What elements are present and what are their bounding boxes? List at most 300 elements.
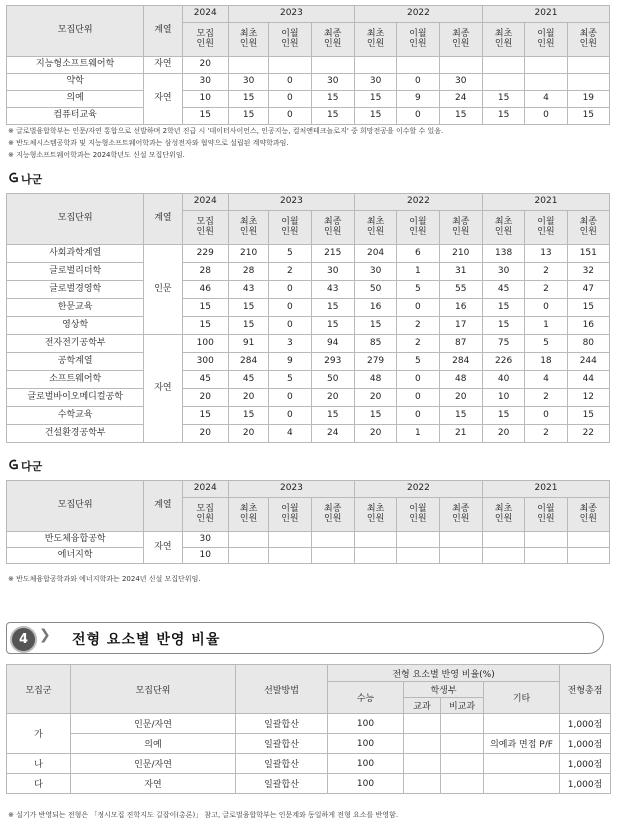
table-row (7, 548, 610, 564)
cell-value: 0 (269, 281, 311, 299)
header-2021: 2021 (482, 481, 609, 498)
cell-value: 0 (269, 389, 311, 407)
cell-value: 48 (439, 371, 482, 389)
cell-value: 28 (228, 263, 268, 281)
cell-value: 45 (182, 371, 228, 389)
cell-value (525, 74, 567, 91)
header-recruit: 모집 인원 (182, 23, 228, 57)
table-row (7, 335, 610, 353)
cell-value: 94 (311, 335, 354, 353)
w-cell-suneung: 100 (328, 714, 404, 734)
cell-value: 0 (397, 407, 439, 425)
cell-value (482, 74, 524, 91)
cell-value: 30 (228, 74, 268, 91)
header-initial: 최초 인원 (482, 211, 524, 245)
cell-track: 자연 (144, 532, 182, 564)
w-cell-nonsubject (441, 774, 484, 794)
cell-value: 32 (567, 263, 609, 281)
header-initial: 최초 인원 (354, 23, 396, 57)
cell-value: 4 (269, 425, 311, 443)
cell-value (354, 532, 396, 548)
cell-value: 3 (269, 335, 311, 353)
header-carry: 이월 인원 (397, 23, 439, 57)
table-row (7, 532, 610, 548)
header-final: 최종 인원 (311, 23, 354, 57)
w-cell-group: 나 (7, 754, 71, 774)
cell-value: 46 (182, 281, 228, 299)
cell-value: 15 (311, 299, 354, 317)
cell-value: 15 (228, 91, 268, 108)
header-initial: 최초 인원 (482, 23, 524, 57)
cell-value: 15 (482, 407, 524, 425)
cell-value: 15 (182, 299, 228, 317)
cell-track: 자연 (144, 335, 182, 443)
table-row (7, 263, 610, 281)
cell-unit: 수학교육 (7, 407, 144, 425)
cell-value: 15 (228, 299, 268, 317)
table-row (7, 57, 610, 74)
cell-value: 204 (354, 245, 396, 263)
cell-value: 15 (567, 407, 609, 425)
cell-unit: 지능형소프트웨어학 (7, 57, 144, 74)
section-number-badge: 4 (10, 626, 37, 653)
cell-value: 1 (525, 317, 567, 335)
header-final: 최종 인원 (439, 211, 482, 245)
cell-value: 19 (567, 91, 609, 108)
cell-value: 20 (354, 425, 396, 443)
cell-value: 210 (439, 245, 482, 263)
cell-unit: 한문교육 (7, 299, 144, 317)
cell-value: 284 (228, 353, 268, 371)
header-2022: 2022 (354, 6, 482, 23)
w-cell-suneung: 100 (328, 754, 404, 774)
cell-value: 2 (525, 425, 567, 443)
w-cell-other (484, 714, 560, 734)
cell-value: 30 (182, 74, 228, 91)
w-header-method: 선발방법 (236, 665, 328, 714)
w-cell-suneung: 100 (328, 774, 404, 794)
cell-value (567, 532, 609, 548)
header-final: 최종 인원 (311, 211, 354, 245)
cell-value (311, 548, 354, 564)
cell-value: 210 (228, 245, 268, 263)
cell-unit: 글로벌바이오메디컬공학 (7, 389, 144, 407)
w-cell-other (484, 774, 560, 794)
cell-value: 5 (269, 245, 311, 263)
cell-unit: 반도체융합공학 (7, 532, 144, 548)
cell-unit: 전자전기공학부 (7, 335, 144, 353)
w-cell-nonsubject (441, 734, 484, 754)
cell-value: 43 (228, 281, 268, 299)
cell-value: 48 (354, 371, 396, 389)
header-track: 계열 (144, 6, 182, 57)
cell-value: 1 (397, 425, 439, 443)
cell-unit: 공학계열 (7, 353, 144, 371)
cell-value (228, 532, 268, 548)
header-recruit: 모집 인원 (182, 498, 228, 532)
cell-value: 85 (354, 335, 396, 353)
header-track: 계열 (144, 481, 182, 532)
w-cell-method: 일괄합산 (236, 734, 328, 754)
cell-value: 17 (439, 317, 482, 335)
cell-value (567, 57, 609, 74)
cell-value: 10 (182, 91, 228, 108)
w-cell-method: 일괄합산 (236, 754, 328, 774)
w-cell-subject (404, 754, 441, 774)
cell-value: 43 (311, 281, 354, 299)
header-carry: 이월 인원 (525, 498, 567, 532)
cell-value: 15 (354, 407, 396, 425)
cell-value: 293 (311, 353, 354, 371)
header-carry: 이월 인원 (269, 23, 311, 57)
cell-value: 15 (482, 108, 524, 125)
cell-unit: 약학 (7, 74, 144, 91)
cell-unit: 영상학 (7, 317, 144, 335)
header-final: 최종 인원 (567, 498, 609, 532)
cell-value (567, 74, 609, 91)
cell-value: 91 (228, 335, 268, 353)
header-initial: 최초 인원 (354, 211, 396, 245)
cell-value: 80 (567, 335, 609, 353)
cell-value: 0 (269, 74, 311, 91)
cell-value: 226 (482, 353, 524, 371)
header-initial: 최초 인원 (482, 498, 524, 532)
cell-value: 10 (182, 548, 228, 564)
cell-value: 5 (397, 353, 439, 371)
w-cell-nonsubject (441, 714, 484, 734)
cell-value: 2 (525, 281, 567, 299)
cell-value: 30 (354, 74, 396, 91)
cell-value: 9 (397, 91, 439, 108)
cell-unit: 건설환경공학부 (7, 425, 144, 443)
w-header-suneung: 수능 (328, 682, 404, 714)
cell-value: 215 (311, 245, 354, 263)
header-2024: 2024 (182, 194, 228, 211)
cell-value: 2 (269, 263, 311, 281)
w-header-group: 모집군 (7, 665, 71, 714)
header-initial: 최초 인원 (228, 23, 268, 57)
cell-unit: 에너지학 (7, 548, 144, 564)
header-carry: 이월 인원 (525, 211, 567, 245)
cell-value: 15 (311, 91, 354, 108)
w-header-other: 기타 (484, 682, 560, 714)
cell-value (354, 57, 396, 74)
table-row (7, 245, 610, 263)
section-4-banner (6, 622, 606, 654)
cell-value: 24 (439, 91, 482, 108)
cell-value: 16 (439, 299, 482, 317)
table-row (7, 281, 610, 299)
section-da-heading (6, 458, 42, 474)
cell-value: 87 (439, 335, 482, 353)
cell-value: 30 (482, 263, 524, 281)
w-cell-other: 의예과 면접 P/F (484, 734, 560, 754)
cell-value: 0 (269, 407, 311, 425)
header-track: 계열 (144, 194, 182, 245)
cell-value: 30 (439, 74, 482, 91)
cell-unit: 글로벌리더학 (7, 263, 144, 281)
cell-value: 284 (439, 353, 482, 371)
cell-value: 55 (439, 281, 482, 299)
header-final: 최종 인원 (567, 211, 609, 245)
cell-value: 50 (311, 371, 354, 389)
cell-value: 2 (397, 335, 439, 353)
note-global: ※ 글로벌융합학부는 인문/자연 통합으로 선발하며 2학년 진급 시 '데이터사이언스, 인공지능, 컬처앤테크놀로지' 중 희망전공을 이수할 수 있음. (8, 127, 444, 135)
cell-value: 13 (525, 245, 567, 263)
header-carry: 이월 인원 (269, 498, 311, 532)
arrow-hook-icon (6, 459, 18, 473)
cell-value: 15 (439, 407, 482, 425)
w-header-hs-record: 학생부 (404, 682, 484, 698)
cell-value: 28 (182, 263, 228, 281)
cell-value: 151 (567, 245, 609, 263)
cell-value: 18 (525, 353, 567, 371)
cell-value: 24 (311, 425, 354, 443)
cell-unit: 의예 (7, 91, 144, 108)
header-2024: 2024 (182, 481, 228, 498)
cell-value: 2 (525, 389, 567, 407)
header-final: 최종 인원 (439, 498, 482, 532)
cell-value (228, 548, 268, 564)
header-initial: 최초 인원 (228, 211, 268, 245)
header-2023: 2023 (228, 481, 354, 498)
cell-value: 2 (525, 263, 567, 281)
cell-value: 47 (567, 281, 609, 299)
header-2022: 2022 (354, 194, 482, 211)
cell-unit: 컴퓨터교육 (7, 108, 144, 125)
cell-value: 15 (567, 299, 609, 317)
note-contract: ※ 반도체시스템공학과 및 지능형소프트웨어학과는 삼성전자와 협약으로 설립된 계약학과임. (8, 139, 289, 147)
cell-value: 44 (567, 371, 609, 389)
w-header-total: 전형총점 (560, 665, 611, 714)
cell-value (482, 532, 524, 548)
w-cell-total: 1,000점 (560, 734, 611, 754)
w-cell-total: 1,000점 (560, 754, 611, 774)
cell-track: 자연 (144, 74, 182, 125)
section-na-title: 나군 (21, 173, 43, 186)
w-cell-unit: 인문/자연 (71, 754, 236, 774)
cell-value: 31 (439, 263, 482, 281)
header-carry: 이월 인원 (397, 211, 439, 245)
table-row (7, 425, 610, 443)
cell-value (397, 532, 439, 548)
cell-value (567, 548, 609, 564)
header-2021: 2021 (482, 6, 609, 23)
cell-value (439, 548, 482, 564)
cell-value (525, 548, 567, 564)
cell-value: 0 (397, 74, 439, 91)
cell-value: 4 (525, 91, 567, 108)
cell-value: 0 (397, 299, 439, 317)
top-admission-table (6, 5, 610, 125)
cell-value: 30 (311, 74, 354, 91)
header-2023: 2023 (228, 194, 354, 211)
cell-value: 15 (567, 108, 609, 125)
cell-value: 15 (311, 317, 354, 335)
table-row (7, 371, 610, 389)
cell-value (269, 548, 311, 564)
weighting-table (6, 664, 611, 794)
table-row (7, 74, 610, 91)
cell-value: 10 (482, 389, 524, 407)
cell-value: 16 (354, 299, 396, 317)
cell-value: 30 (311, 263, 354, 281)
header-unit: 모집단위 (7, 6, 144, 57)
cell-value: 22 (567, 425, 609, 443)
cell-value: 138 (482, 245, 524, 263)
arrow-hook-icon (6, 172, 18, 186)
cell-value (397, 57, 439, 74)
cell-value: 20 (182, 425, 228, 443)
cell-value: 20 (182, 389, 228, 407)
header-final: 최종 인원 (567, 23, 609, 57)
table-row (7, 91, 610, 108)
cell-value (482, 548, 524, 564)
cell-value: 15 (182, 317, 228, 335)
header-2022: 2022 (354, 481, 482, 498)
cell-value: 15 (482, 91, 524, 108)
cell-value: 0 (269, 317, 311, 335)
w-cell-other (484, 754, 560, 774)
cell-value: 15 (228, 407, 268, 425)
cell-value: 5 (397, 281, 439, 299)
cell-value: 0 (525, 108, 567, 125)
header-2023: 2023 (228, 6, 354, 23)
header-carry: 이월 인원 (525, 23, 567, 57)
cell-value: 20 (311, 389, 354, 407)
cell-value: 15 (311, 108, 354, 125)
cell-value: 45 (482, 281, 524, 299)
cell-value: 0 (269, 108, 311, 125)
cell-value (269, 57, 311, 74)
cell-value (397, 548, 439, 564)
w-cell-group: 다 (7, 774, 71, 794)
cell-value: 6 (397, 245, 439, 263)
w-cell-total: 1,000점 (560, 774, 611, 794)
w-cell-method: 일괄합산 (236, 774, 328, 794)
cell-value: 20 (228, 389, 268, 407)
w-header-unit: 모집단위 (71, 665, 236, 714)
section-4-title: 전형 요소별 반영 비율 (72, 632, 221, 648)
note-weighting: ※ 실기가 반영되는 전형은 「정시모집 진학지도 길잡이(총론)」 참고, 글로벌융합학부는 인문계와 동일하게 전형 요소를 반영함. (8, 811, 399, 819)
cell-value: 0 (397, 371, 439, 389)
cell-value: 279 (354, 353, 396, 371)
cell-value: 21 (439, 425, 482, 443)
header-unit: 모집단위 (7, 194, 144, 245)
header-carry: 이월 인원 (269, 211, 311, 245)
cell-value: 100 (182, 335, 228, 353)
cell-value: 9 (269, 353, 311, 371)
chevron-right-icon: ❯ (39, 627, 51, 643)
w-cell-unit: 자연 (71, 774, 236, 794)
cell-value (482, 57, 524, 74)
table-row (7, 389, 610, 407)
na-admission-table (6, 193, 610, 443)
w-cell-unit: 의예 (71, 734, 236, 754)
cell-value: 15 (354, 91, 396, 108)
cell-value: 244 (567, 353, 609, 371)
table-row (7, 353, 610, 371)
w-cell-total: 1,000점 (560, 714, 611, 734)
cell-value: 15 (439, 108, 482, 125)
note-da-new-units: ※ 반도체융합공학과와 에너지학과는 2024년 신설 모집단위임. (8, 575, 201, 583)
cell-value: 40 (482, 371, 524, 389)
cell-value: 75 (482, 335, 524, 353)
w-header-subject: 교과 (404, 698, 441, 714)
table-row (7, 407, 610, 425)
cell-value: 0 (269, 91, 311, 108)
w-cell-unit: 인문/자연 (71, 714, 236, 734)
cell-value: 15 (354, 108, 396, 125)
cell-value: 15 (354, 317, 396, 335)
cell-value: 20 (182, 57, 228, 74)
cell-track: 자연 (144, 57, 182, 74)
cell-value (354, 548, 396, 564)
header-initial: 최초 인원 (354, 498, 396, 532)
da-admission-table (6, 480, 610, 564)
cell-value (269, 532, 311, 548)
cell-value: 0 (397, 389, 439, 407)
cell-value (439, 57, 482, 74)
cell-value: 20 (228, 425, 268, 443)
w-cell-subject (404, 774, 441, 794)
cell-value: 16 (567, 317, 609, 335)
table-row (7, 108, 610, 125)
cell-value: 0 (525, 299, 567, 317)
table-row (7, 299, 610, 317)
cell-value: 30 (182, 532, 228, 548)
section-na-heading (6, 171, 42, 187)
w-cell-subject (404, 734, 441, 754)
cell-value (525, 57, 567, 74)
cell-value: 0 (397, 108, 439, 125)
cell-value: 20 (439, 389, 482, 407)
cell-value (311, 532, 354, 548)
cell-unit: 사회과학계열 (7, 245, 144, 263)
cell-value: 0 (269, 299, 311, 317)
cell-value: 20 (354, 389, 396, 407)
cell-value (311, 57, 354, 74)
cell-value: 0 (525, 407, 567, 425)
cell-value: 30 (354, 263, 396, 281)
cell-value: 15 (182, 108, 228, 125)
cell-value: 15 (482, 299, 524, 317)
header-carry: 이월 인원 (397, 498, 439, 532)
cell-value: 4 (525, 371, 567, 389)
header-2024: 2024 (182, 6, 228, 23)
cell-value: 1 (397, 263, 439, 281)
w-cell-nonsubject (441, 754, 484, 774)
cell-value: 300 (182, 353, 228, 371)
cell-value: 2 (397, 317, 439, 335)
cell-value: 45 (228, 371, 268, 389)
w-cell-suneung: 100 (328, 734, 404, 754)
cell-value: 20 (482, 425, 524, 443)
w-cell-group: 가 (7, 714, 71, 754)
cell-value: 15 (182, 407, 228, 425)
cell-unit: 글로벌경영학 (7, 281, 144, 299)
cell-value: 5 (525, 335, 567, 353)
header-recruit: 모집 인원 (182, 211, 228, 245)
cell-value: 15 (228, 317, 268, 335)
header-2021: 2021 (482, 194, 609, 211)
cell-value: 229 (182, 245, 228, 263)
cell-unit: 소프트웨어학 (7, 371, 144, 389)
header-final: 최종 인원 (311, 498, 354, 532)
note-new-unit: ※ 지능형소프트웨어학과는 2024학년도 신설 모집단위임. (8, 151, 185, 159)
cell-value: 15 (228, 108, 268, 125)
cell-value (228, 57, 268, 74)
